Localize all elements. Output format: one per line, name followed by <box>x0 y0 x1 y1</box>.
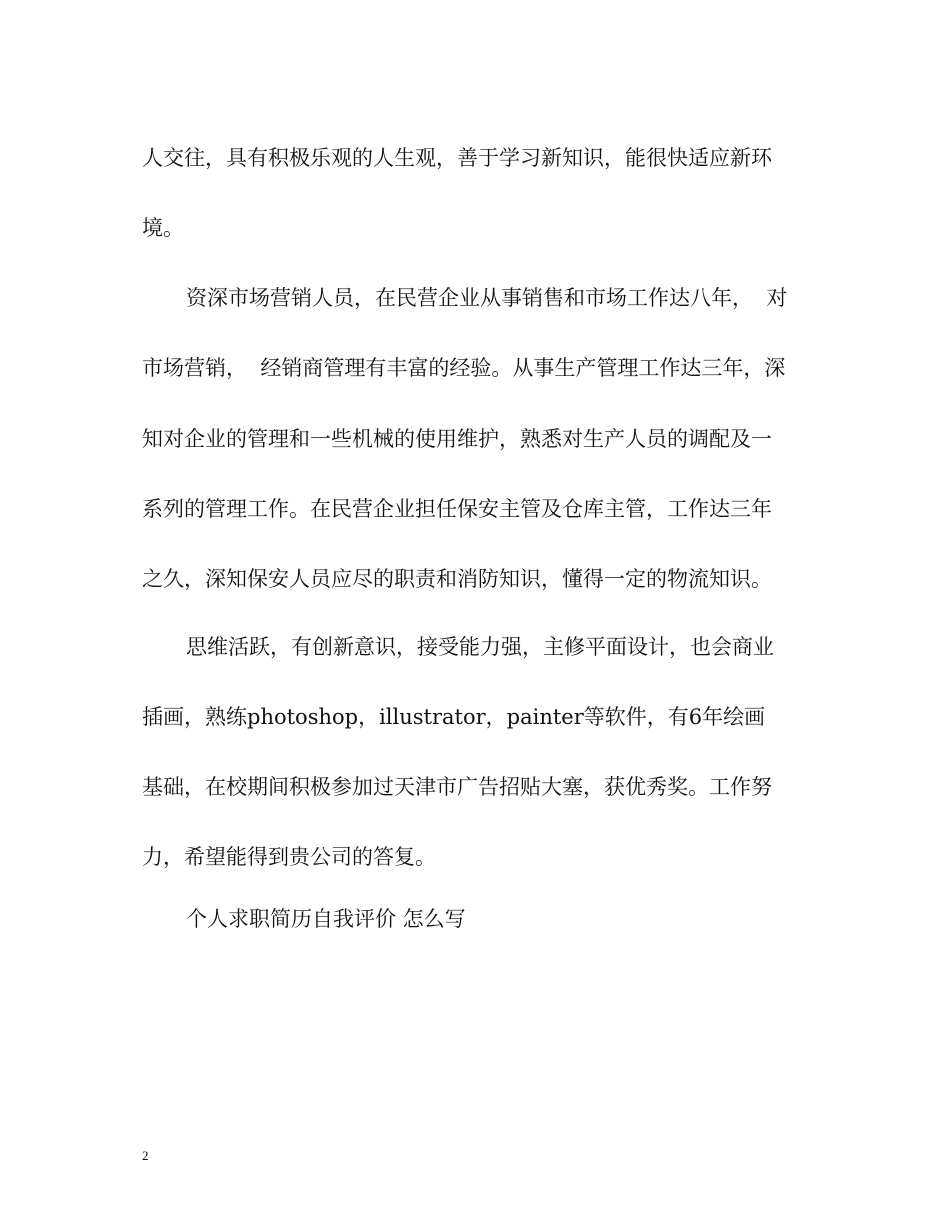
paragraph-3-line-1: 思维活跃，有创新意识，接受能力强，主修平面设计，也会商业 <box>186 635 774 659</box>
paragraph-3-line-2: 插画，熟练photoshop，illustrator，painter等软件，有6年绘画 <box>142 705 766 729</box>
paragraph-2-line-3: 知对企业的管理和一些机械的使用维护，熟悉对生产人员的调配及一 <box>142 427 772 451</box>
body-line-1: 人交往，具有积极乐观的人生观，善于学习新知识，能很快适应新环 <box>142 146 772 170</box>
section-heading: 个人求职简历自我评价 怎么写 <box>186 907 466 931</box>
page-number: 2 <box>142 1148 149 1163</box>
paragraph-2-line-2: 市场营销， 经销商管理有丰富的经验。从事生产管理工作达三年，深 <box>142 356 786 380</box>
paragraph-2-line-4: 系列的管理工作。在民营企业担任保安主管及仓库主管，工作达三年 <box>142 497 772 521</box>
paragraph-2-line-5: 之久，深知保安人员应尽的职责和消防知识，懂得一定的物流知识。 <box>142 567 772 591</box>
body-line-2: 境。 <box>142 216 184 240</box>
paragraph-2-line-1: 资深市场营销人员，在民营企业从事销售和市场工作达八年， 对 <box>186 286 788 310</box>
paragraph-3-line-3: 基础，在校期间积极参加过天津市广告招贴大塞，获优秀奖。工作努 <box>142 775 772 799</box>
paragraph-3-line-4: 力，希望能得到贵公司的答复。 <box>142 845 436 869</box>
